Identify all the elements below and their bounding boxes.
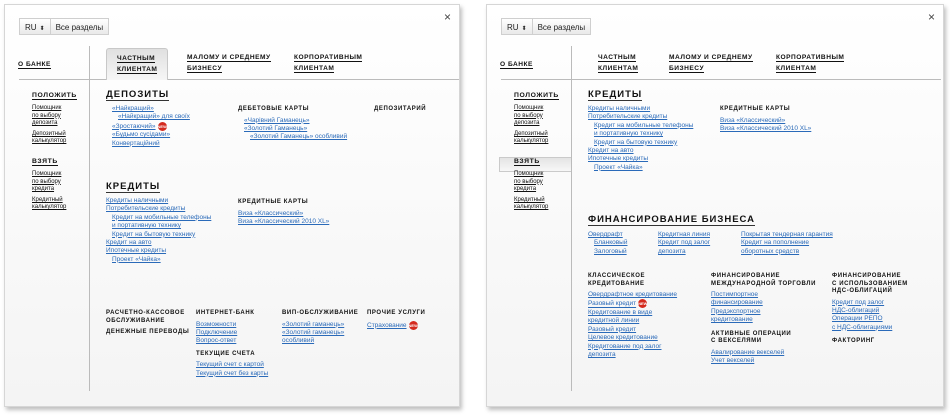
vip-title: ВИП-ОБСЛУЖИВАНИЕ (282, 310, 359, 316)
credit-calculator-link[interactable]: Кредитный калькулятор (32, 196, 67, 211)
tab-label: МАЛОМУ И СРЕДНЕМУ (669, 54, 753, 61)
language-value: RU (25, 23, 37, 32)
close-icon[interactable]: × (443, 10, 451, 24)
credit-link[interactable]: Ипотечные кредиты (588, 155, 649, 163)
bonds-section (832, 273, 942, 349)
rko-section (106, 310, 191, 340)
tab-label: ЧАСТНЫМ (117, 55, 156, 62)
tab-label: БИЗНЕСУ (187, 65, 223, 72)
tab-label: КЛИЕНТАМ (294, 65, 335, 72)
classic-link[interactable]: Кредитование в виде кредитной линии (588, 309, 653, 325)
divider (501, 79, 941, 80)
deposits-section (106, 89, 231, 148)
tab-label: КЛИЕНТАМ (776, 65, 817, 72)
all-sections-button[interactable]: Все разделы (532, 18, 592, 35)
bills-title: АКТИВНЫЕ ОПЕРАЦИИ С ВЕКСЕЛЯМИ (711, 330, 792, 345)
credit-link[interactable]: Кредит на бытовую технику (112, 230, 196, 238)
credit-link[interactable]: Потребительские кредиты (588, 113, 668, 121)
classic-link[interactable]: Целевое кредитование (588, 334, 658, 342)
tab-label: МАЛОМУ И СРЕДНЕМУ (187, 54, 271, 61)
deposit-link[interactable]: «Найкращий» для своїх (118, 113, 190, 121)
debit-card-link[interactable]: «Золотий Гаманець» особливий (250, 133, 348, 141)
credit-cards-section (238, 199, 363, 226)
fin-col-1 (588, 231, 658, 256)
credit-card-link[interactable]: Виза «Классический» (720, 116, 786, 124)
credit-link[interactable]: Кредиты наличными (106, 197, 169, 204)
account-link[interactable]: Текущий счет с картой (196, 361, 264, 369)
vip-link[interactable]: «Золотий гаманець» (282, 320, 345, 328)
new-badge: NEW (157, 123, 167, 129)
credits-title[interactable]: КРЕДИТЫ (106, 181, 161, 192)
bills-link[interactable]: Авалирование векселей (711, 348, 785, 356)
deposits-title[interactable]: ДЕПОЗИТЫ (106, 89, 170, 100)
tab-label: КЛИЕНТАМ (117, 66, 158, 73)
ibank-section (196, 310, 286, 378)
credit-link[interactable]: Кредит на авто (106, 239, 152, 247)
deposit-link[interactable]: Конвертаційний (112, 139, 160, 147)
credit-cards-title: КРЕДИТНЫЕ КАРТЫ (720, 106, 791, 112)
tab-corporate[interactable] (776, 52, 844, 74)
ibank-link[interactable]: Возможности (196, 320, 237, 328)
fin-link[interactable]: Кредитная линия (658, 231, 710, 238)
new-badge: NEW (638, 301, 648, 307)
ibank-link[interactable]: Подключение (196, 328, 238, 336)
classic-link[interactable]: Разовый кредит NEW (588, 300, 648, 308)
factoring-title[interactable]: ФАКТОРИНГ (832, 338, 875, 345)
credit-cards-section (720, 106, 845, 133)
bills-link[interactable]: Учет векселей (711, 357, 755, 365)
intl-trade-section (711, 273, 823, 365)
debit-card-link[interactable]: «Золотий Гаманець» (244, 124, 308, 132)
all-sections-button[interactable]: Все разделы (50, 18, 110, 35)
about-bank-label: О БАНКЕ (500, 61, 533, 68)
fin-link[interactable]: Кредит под залог депозита (658, 239, 711, 255)
fin-link[interactable]: Бланковый (594, 239, 628, 247)
transfers-title[interactable]: ДЕНЕЖНЫЕ ПЕРЕВОДЫ (106, 329, 190, 335)
account-link[interactable]: Текущий счет без карты (196, 369, 269, 377)
credits-title[interactable]: КРЕДИТЫ (588, 89, 643, 100)
language-bar (501, 18, 591, 35)
insurance-link[interactable]: Страхование NEW (367, 321, 418, 329)
deposit-link[interactable]: «Зростаючий» NEW (112, 123, 167, 131)
credits-section (588, 89, 718, 172)
credit-link[interactable]: Ипотечные кредиты (106, 247, 167, 255)
classic-credit-section (588, 273, 698, 359)
tab-label: КОРПОРАТИВНЫМ (776, 54, 845, 61)
side-deposit-block (32, 92, 88, 212)
vip-link[interactable]: «Золотий гаманець» особливий (282, 328, 345, 345)
about-bank-label: О БАНКЕ (18, 61, 51, 68)
intl-link[interactable]: Предэкспортное кредитование (711, 307, 761, 324)
ibank-title: ИНТЕРНЕТ-БАНК (196, 310, 255, 316)
credit-cards-title: КРЕДИТНЫЕ КАРТЫ (238, 199, 309, 205)
credit-link[interactable]: Проект «Чайка» (594, 163, 643, 171)
fin-col-3 (741, 231, 851, 256)
debit-cards-section (238, 106, 363, 142)
fin-col-2 (658, 231, 738, 256)
tab-label: КЛИЕНТАМ (598, 65, 639, 72)
tab-private-clients[interactable] (106, 48, 168, 80)
accounts-title: ТЕКУЩИЕ СЧЕТА (196, 350, 256, 357)
tab-label: БИЗНЕСУ (669, 65, 705, 72)
vip-section (282, 310, 367, 346)
fin-link[interactable]: Кредит на пополнение оборотных средств (741, 239, 810, 255)
credit-link[interactable]: Кредиты наличными (588, 105, 651, 112)
debit-card-link[interactable]: «Чарівний Гаманець» (244, 116, 310, 124)
side-put-title[interactable]: ПОЛОЖИТЬ (514, 92, 559, 99)
tab-sme[interactable] (669, 52, 753, 74)
tab-private-clients[interactable] (598, 52, 638, 74)
classic-link[interactable]: Разовый кредит (588, 325, 637, 333)
credit-helper-link[interactable]: Помощник по выбору кредита (32, 170, 62, 193)
deposit-link[interactable]: «Найкращий» (112, 105, 154, 112)
side-put-title[interactable]: ПОЛОЖИТЬ (32, 92, 77, 99)
depository-title[interactable]: ДЕПОЗИТАРИЙ (374, 106, 427, 112)
fin-link[interactable]: Залоговый (594, 247, 627, 255)
credit-link[interactable]: Кредит на мобильные телефоны и портативную технику (112, 213, 212, 230)
tab-label: ЧАСТНЫМ (598, 54, 637, 61)
language-value: RU (507, 23, 519, 32)
classic-link[interactable]: Кредитование под залог депозита (588, 342, 662, 359)
credit-card-link[interactable]: Виза «Классический 2010 XL» (238, 217, 330, 225)
divider (19, 79, 459, 80)
close-icon[interactable]: × (927, 10, 935, 24)
credit-card-link[interactable]: Виза «Классический 2010 XL» (720, 124, 812, 132)
bonds-link[interactable]: Кредит под залог НДС-облигаций (832, 298, 885, 314)
language-select[interactable] (19, 18, 50, 35)
new-badge: NEW (408, 322, 418, 328)
side-take-title[interactable]: ВЗЯТЬ (32, 157, 58, 165)
intl-link[interactable]: Постимпортное финансирование (711, 291, 763, 307)
credits-section (106, 181, 236, 264)
ibank-link[interactable]: Вопрос-ответ (196, 337, 237, 345)
language-select[interactable] (501, 18, 532, 35)
credit-link[interactable]: Проект «Чайка» (112, 255, 161, 263)
deposit-helper-link[interactable]: Помощник по выбору депозита (32, 105, 62, 127)
tab-corporate[interactable] (294, 52, 362, 74)
tab-sme[interactable] (187, 52, 271, 74)
other-services-title: ПРОЧИЕ УСЛУГИ (367, 310, 426, 316)
other-services-section (367, 310, 457, 330)
credit-link[interactable]: Кредит на бытовую технику (594, 138, 678, 146)
credit-helper-link[interactable]: Помощник по выбору кредита (514, 170, 544, 193)
deposit-calculator-link[interactable]: Депозитный калькулятор (514, 130, 549, 145)
deposit-calculator-link[interactable]: Депозитный калькулятор (32, 130, 67, 145)
deposit-link[interactable]: «Будьмо сусідами» (112, 131, 171, 139)
credit-link[interactable]: Кредит на мобильные телефоны и портативную технику (594, 121, 694, 138)
about-bank-link[interactable] (500, 59, 533, 70)
divider (571, 46, 572, 391)
side-deposit-block (514, 92, 570, 212)
fin-link[interactable]: Покрытая тендерная гарантия (741, 231, 833, 238)
classic-link[interactable]: Овердрафтное кредитование (588, 291, 678, 298)
bonds-title: ФИНАНСИРОВАНИЕ С ИСПОЛЬЗОВАНИЕМ НДС-ОБЛИГАЦИЙ (832, 273, 908, 294)
bonds-link[interactable]: Операции РЕПО с НДС-облигациями (832, 315, 893, 331)
intl-trade-title: ФИНАНСИРОВАНИЕ МЕЖДУНАРОДНОЙ ТОРГОВЛИ (711, 273, 817, 287)
deposit-helper-link[interactable]: Помощник по выбору депозита (514, 105, 544, 127)
divider (89, 46, 90, 391)
debit-cards-title: ДЕБЕТОВЫЕ КАРТЫ (238, 106, 310, 112)
chevron-updown-icon: ⬍ (521, 26, 527, 32)
credit-link[interactable]: Потребительские кредиты (106, 205, 186, 213)
credit-calculator-link[interactable]: Кредитный калькулятор (514, 196, 549, 211)
menu-panel-deposits (4, 4, 460, 407)
tab-label: КОРПОРАТИВНЫМ (294, 54, 363, 61)
rko-title[interactable]: РАСЧЕТНО-КАССОВОЕ ОБСЛУЖИВАНИЕ (106, 310, 185, 324)
chevron-updown-icon: ⬍ (39, 26, 45, 32)
about-bank-link[interactable] (18, 59, 51, 70)
language-bar (19, 18, 109, 35)
credit-card-link[interactable]: Виза «Классический» (238, 209, 304, 217)
fin-link[interactable]: Овердрафт (588, 231, 623, 238)
business-financing-title[interactable]: ФИНАНСИРОВАНИЕ БИЗНЕСА (588, 214, 756, 225)
credit-link[interactable]: Кредит на авто (588, 147, 634, 155)
classic-credit-title: КЛАССИЧЕСКОЕ КРЕДИТОВАНИЕ (588, 273, 646, 287)
side-take-title[interactable]: ВЗЯТЬ (514, 157, 540, 165)
menu-panel-business (486, 4, 944, 407)
